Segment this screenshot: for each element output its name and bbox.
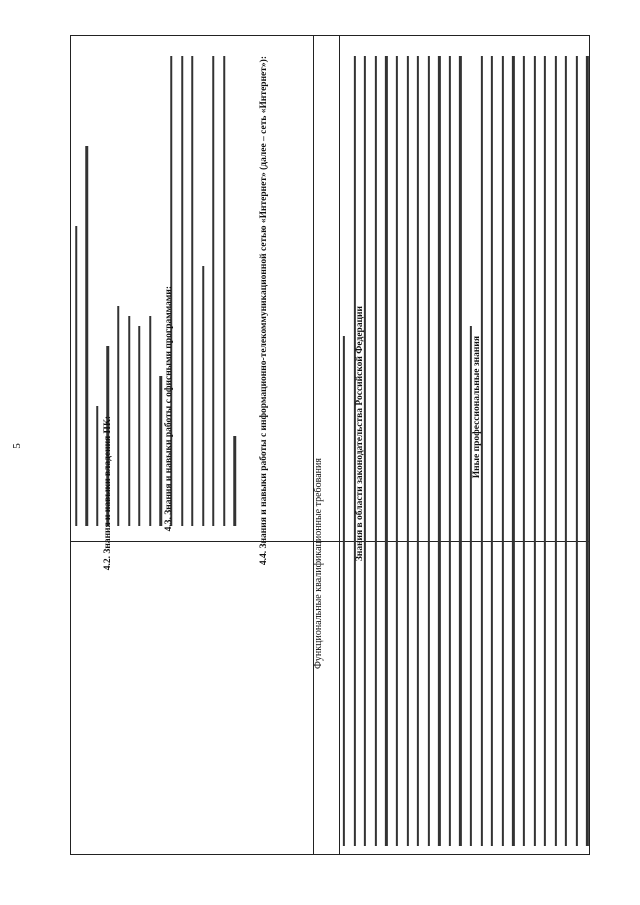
text-line [117, 306, 119, 526]
text-line [343, 336, 345, 846]
left-column-label: Функциональные квалификационные требования [313, 458, 324, 669]
text-line [428, 56, 430, 846]
law-heading: Знания в области законодательства Российской Федерации [355, 306, 365, 562]
column-divider [339, 36, 340, 854]
text-line [375, 56, 377, 846]
requirements-table [70, 35, 590, 855]
text-line [533, 56, 535, 846]
text-line [502, 56, 504, 846]
text-line [223, 56, 225, 526]
text-line [149, 316, 151, 526]
text-line [191, 56, 193, 526]
text-line [555, 56, 557, 846]
heading-4-2: 4.2. Знания и навыки владения ПК: [103, 416, 113, 571]
column-divider [313, 36, 314, 854]
text-line [202, 266, 204, 526]
text-line [459, 56, 461, 846]
main-content-block [343, 46, 590, 846]
text-line [576, 56, 578, 846]
other-knowledge-heading: Иные профессиональные знания [472, 336, 482, 479]
text-line [96, 406, 98, 526]
text-line [213, 56, 215, 526]
text-line [181, 56, 183, 526]
text-line [417, 56, 419, 846]
text-line [406, 56, 408, 846]
text-line [75, 226, 77, 526]
text-line [128, 316, 130, 526]
text-line [512, 56, 514, 846]
page-number: 5 [10, 443, 23, 449]
text-line [449, 56, 451, 846]
text-line [86, 146, 88, 526]
text-line [544, 56, 546, 846]
text-line [438, 56, 440, 846]
text-line [138, 326, 140, 526]
text-line [586, 56, 588, 846]
heading-4-4: 4.4. Знания и навыки работы с информационно-телекоммуникационной сетью «Интернет» (далее – сеть «Интернет»): [259, 56, 269, 566]
text-line [523, 56, 525, 846]
heading-4-3: 4.3. Знания и навыки работы с офисными программами: [164, 286, 174, 532]
text-line [385, 56, 387, 846]
text-line [565, 56, 567, 846]
text-line [396, 56, 398, 846]
text-line [491, 56, 493, 846]
top-content-block [75, 46, 244, 526]
text-line [160, 376, 162, 526]
text-line [234, 436, 236, 526]
